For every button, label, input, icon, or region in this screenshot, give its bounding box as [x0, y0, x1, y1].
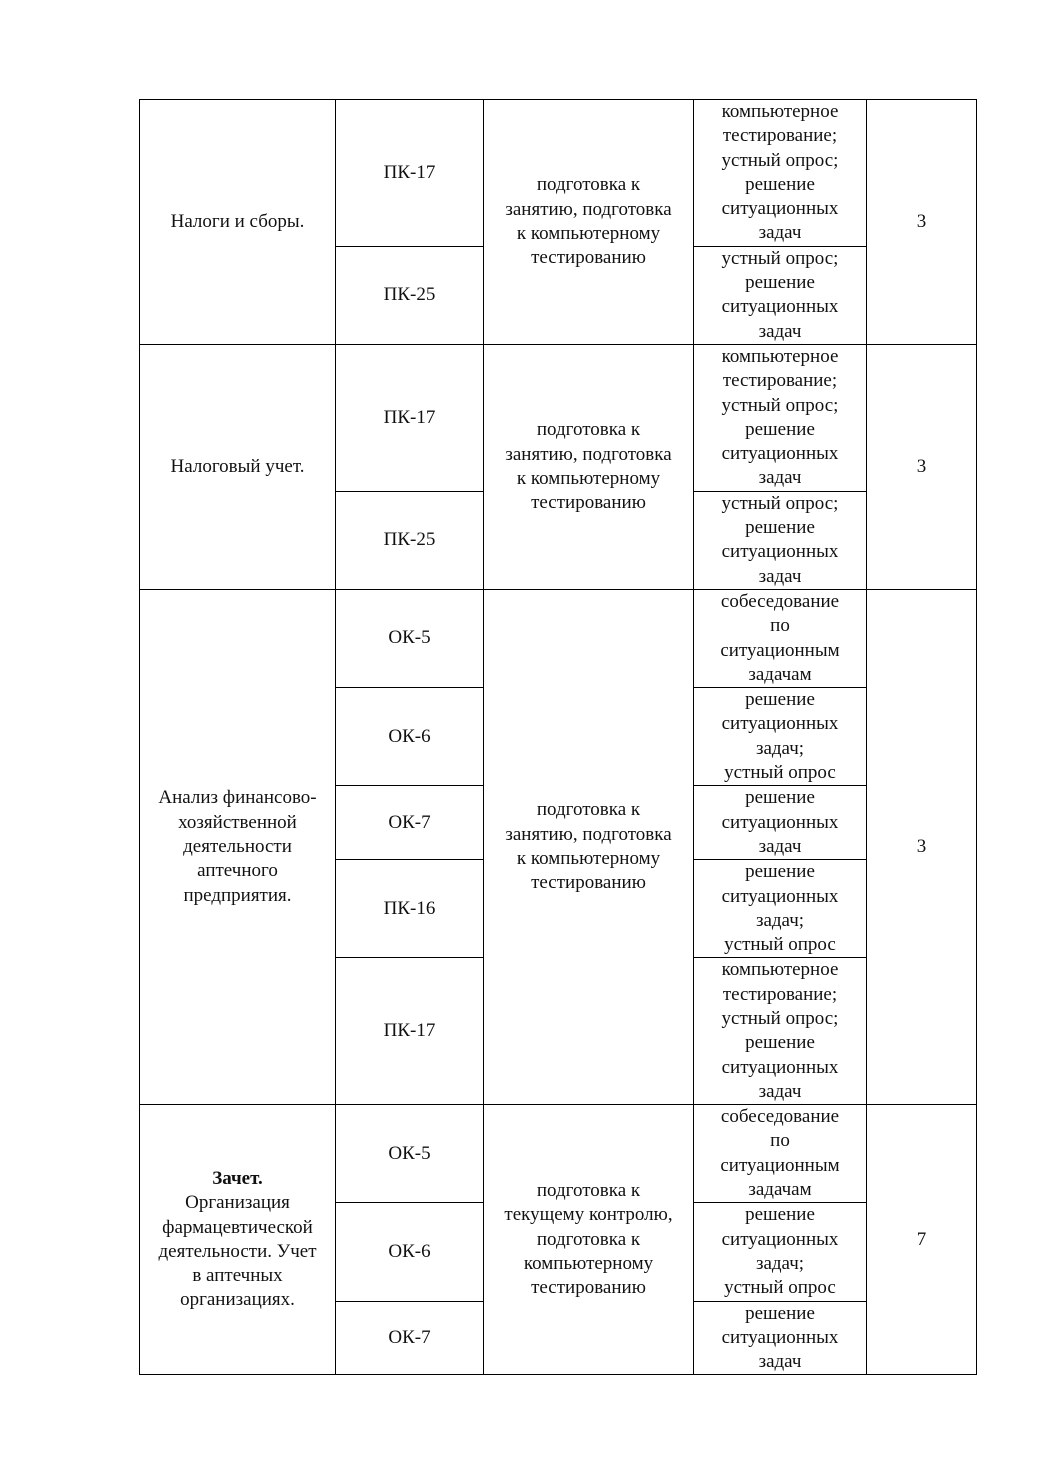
control-form-cell	[694, 958, 867, 1105]
control-form-cell	[694, 860, 867, 958]
topic-text: Налоги и сборы.	[170, 210, 305, 232]
independent-work-text: подготовка к занятию, подготовка к компьютерному тестированию	[505, 174, 672, 269]
hours-cell	[867, 1105, 977, 1375]
control-form-cell	[694, 246, 867, 344]
competency-cell	[336, 344, 484, 491]
control-form-text: решение ситуационных задач; устный опрос	[721, 689, 839, 784]
hours-value: 3	[916, 835, 927, 857]
topic-heading: Зачет.	[212, 1167, 263, 1189]
control-form-text: решение ситуационных задач; устный опрос	[721, 861, 839, 956]
competency-cell	[336, 491, 484, 589]
control-form-cell	[694, 688, 867, 786]
table-row	[140, 589, 977, 687]
competency-cell	[336, 688, 484, 786]
independent-work-cell	[484, 344, 694, 589]
control-form-cell	[694, 1105, 867, 1203]
control-form-text: устный опрос; решение ситуационных задач	[721, 247, 839, 342]
topic-text: Налоговый учет.	[170, 455, 305, 477]
table-row	[140, 1105, 977, 1203]
competency-cell	[336, 589, 484, 687]
hours-cell	[867, 589, 977, 1104]
hours-value: 3	[916, 455, 927, 477]
control-form-text: решение ситуационных задач; устный опрос	[721, 1204, 839, 1299]
topic-cell	[140, 100, 336, 345]
control-form-cell	[694, 491, 867, 589]
control-form-text: компьютерное тестирование; устный опрос; решение ситуационных задач	[721, 345, 839, 489]
control-form-text: собеседование по ситуационным задачам	[720, 1106, 840, 1201]
competency-code: ПК-16	[383, 897, 436, 919]
table-row	[140, 100, 977, 247]
hours-cell	[867, 100, 977, 345]
control-form-text: собеседование по ситуационным задачам	[720, 590, 840, 685]
independent-work-text: подготовка к занятию, подготовка к компьютерному тестированию	[505, 799, 672, 894]
hours-cell	[867, 344, 977, 589]
competency-code: ПК-25	[383, 284, 436, 306]
control-form-text: решение ситуационных задач	[721, 1302, 839, 1373]
control-form-cell	[694, 100, 867, 247]
control-form-cell	[694, 1203, 867, 1301]
topic-cell	[140, 589, 336, 1104]
control-form-cell	[694, 786, 867, 860]
control-form-cell	[694, 344, 867, 491]
control-form-cell	[694, 1301, 867, 1375]
competency-code: ОК-7	[388, 811, 431, 833]
topic-text: Анализ финансово- хозяйственной деятельности аптечного предприятия.	[158, 787, 317, 906]
control-form-text: устный опрос; решение ситуационных задач	[721, 492, 839, 587]
competency-cell	[336, 1301, 484, 1375]
topic-cell	[140, 344, 336, 589]
competency-cell	[336, 1203, 484, 1301]
topic-cell	[140, 1105, 336, 1375]
competency-code: ОК-6	[388, 1240, 431, 1262]
independent-work-cell	[484, 589, 694, 1104]
competency-code: ПК-25	[383, 529, 436, 551]
control-form-text: компьютерное тестирование; устный опрос; решение ситуационных задач	[721, 101, 839, 244]
competency-code: ОК-7	[388, 1326, 431, 1348]
competency-cell	[336, 958, 484, 1105]
competency-code: ПК-17	[383, 161, 436, 183]
independent-work-text: подготовка к текущему контролю, подготовка к компьютерному тестированию	[504, 1180, 673, 1299]
control-form-text: компьютерное тестирование; устный опрос; решение ситуационных задач	[721, 959, 839, 1102]
competency-code: ПК-17	[383, 406, 436, 428]
topic-text: Организация фармацевтической деятельности. Учет в аптечных организациях.	[158, 1192, 317, 1311]
competency-cell	[336, 100, 484, 247]
competency-cell	[336, 246, 484, 344]
control-form-cell	[694, 589, 867, 687]
independent-work-cell	[484, 1105, 694, 1375]
competency-cell	[336, 786, 484, 860]
independent-work-text: подготовка к занятию, подготовка к компьютерному тестированию	[505, 419, 672, 514]
table-row	[140, 344, 977, 491]
hours-value: 3	[916, 210, 927, 232]
control-form-text: решение ситуационных задач	[721, 787, 839, 857]
hours-value: 7	[916, 1228, 927, 1250]
competency-code: ОК-5	[388, 627, 431, 649]
competency-cell	[336, 1105, 484, 1203]
competency-code: ОК-5	[388, 1142, 431, 1164]
independent-work-cell	[484, 100, 694, 345]
competency-cell	[336, 860, 484, 958]
competency-code: ОК-6	[388, 725, 431, 747]
competency-table	[139, 99, 977, 1375]
competency-code: ПК-17	[383, 1020, 436, 1042]
